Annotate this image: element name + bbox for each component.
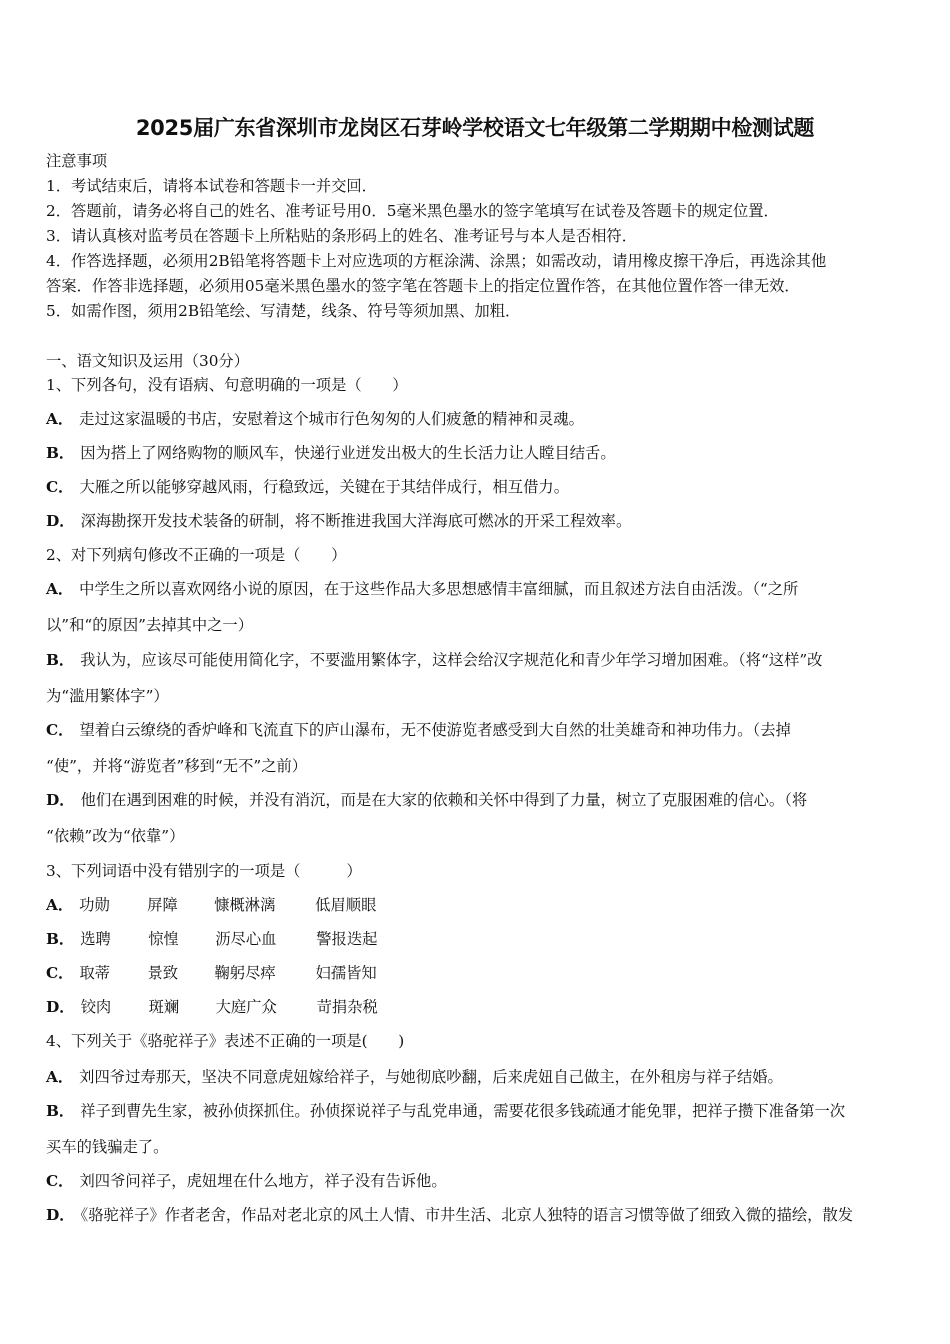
question-option (46, 720, 791, 740)
option-label: C． (46, 964, 74, 982)
option-label: C． (46, 721, 74, 739)
option-label: A． (46, 1068, 74, 1086)
notice-item: 答案．作答非选择题，必须用05毫米黑色墨水的签字笔在答题卡上的指定位置作答，在其他位置作答一律无效． (46, 277, 800, 295)
word: 斑斓 (148, 998, 180, 1016)
question-option (46, 511, 631, 531)
option-label: A． (46, 410, 74, 428)
option-label: D． (46, 1206, 75, 1224)
word: 沥尽心血 (215, 930, 277, 948)
word: 取蒂 (79, 964, 111, 982)
question-option (46, 477, 569, 497)
question-option (46, 443, 616, 463)
option-label: D． (46, 791, 75, 809)
word: 选聘 (80, 930, 111, 948)
question-stem: 2、对下列病句修改不正确的一项是（ ） (46, 546, 347, 564)
option-text: 中学生之所以喜欢网络小说的原因，在于这些作品大多思想感情丰富细腻，而且叙述方法自由活泼。（“之所 (79, 580, 799, 598)
word: 低眉顺眼 (315, 896, 377, 914)
notice-item: 3．请认真核对监考员在答题卡上所粘贴的条形码上的姓名、准考证号与本人是否相符． (46, 227, 638, 245)
option-continuation: 以”和“的原因”去掉其中之一） (46, 616, 254, 634)
option-text: 刘四爷过寿那天，坚决不同意虎妞嫁给祥子，与她彻底吵翻，后来虎妞自己做主，在外租房与祥子结婚。 (79, 1068, 783, 1086)
word: 大庭广众 (215, 998, 277, 1016)
word: 鞠躬尽瘁 (214, 964, 276, 982)
option-continuation: 为“滥用繁体字”） (46, 687, 169, 705)
option-continuation: “依赖”改为“依靠”） (46, 827, 185, 845)
word: 警报迭起 (316, 930, 378, 948)
question-option (46, 1101, 845, 1121)
question-option (46, 1205, 853, 1225)
question-option (46, 929, 377, 949)
question-stem: 4、下列关于《骆驼祥子》表述不正确的一项是( ) (46, 1032, 405, 1050)
option-label: D． (46, 998, 75, 1016)
section-heading: 一、语文知识及运用（30分） (46, 352, 250, 370)
option-text: 祥子到曹先生家，被孙侦探抓住。孙侦探说祥子与乱党串通，需要花很多钱疏通才能免罪，把祥子攒下准备第一次 (80, 1102, 846, 1120)
word: 慷概淋漓 (214, 896, 276, 914)
notice-item: 4．作答选择题，必须用2B铅笔将答题卡上对应选项的方框涂满、涂黑；如需改动，请用橡皮擦干净后，再选涂其他 (46, 252, 827, 270)
question-option (46, 579, 798, 599)
word: 妇孺皆知 (315, 964, 377, 982)
question-option (46, 650, 822, 670)
option-label: C． (46, 1172, 74, 1190)
word: 屏障 (147, 896, 178, 914)
option-label: B． (46, 930, 75, 948)
option-continuation: “使”，并将“游览者”移到“无不”之前） (46, 757, 308, 775)
option-label: B． (46, 651, 75, 669)
option-label: D． (46, 512, 75, 530)
option-text: 《骆驼祥子》作者老舍，作品对老北京的风土人情、市井生活、北京人独特的语言习惯等做了细致入微的描绘，散发 (80, 1206, 854, 1224)
page-title: 2025届广东省深圳市龙岗区石芽岭学校语文七年级第二学期期中检测试题 (135, 116, 815, 140)
question-option (46, 963, 377, 983)
question-option (46, 790, 807, 810)
notice-item: 2．答题前，请务必将自己的姓名、准考证号用0．5毫米黑色墨水的签字笔填写在试卷及答题卡的规定位置． (46, 202, 779, 220)
option-text: 望着白云缭绕的香炉峰和飞流直下的庐山瀑布，无不使游览者感受到大自然的壮美雄奇和神功伟力。（去掉 (79, 721, 791, 739)
word: 苛捐杂税 (316, 998, 378, 1016)
word: 功勋 (79, 896, 110, 914)
notice-heading: 注意事项 (46, 152, 108, 170)
question-option (46, 997, 378, 1017)
notice-item: 1．考试结束后，请将本试卷和答题卡一并交回． (46, 177, 377, 195)
option-text: 我认为，应该尽可能使用简化字，不要滥用繁体字，这样会给汉字规范化和青少年学习增加困难。（将“这样”改 (80, 651, 823, 669)
notice-item: 5．如需作图，须用2B铅笔绘、写清楚，线条、符号等须加黑、加粗． (46, 302, 521, 320)
option-continuation: 买车的钱骗走了。 (46, 1138, 169, 1156)
question-option (46, 409, 584, 429)
option-label: A． (46, 896, 74, 914)
option-label: B． (46, 1102, 75, 1120)
question-stem: 1、下列各句，没有语病、句意明确的一项是（ ） (46, 376, 408, 394)
option-text: 刘四爷问祥子，虎妞埋在什么地方，祥子没有告诉他。 (79, 1172, 447, 1190)
option-text: 大雁之所以能够穿越风雨，行稳致远，关键在于其结伴成行，相互借力。 (79, 478, 569, 496)
question-option (46, 895, 376, 915)
option-label: B． (46, 444, 75, 462)
word: 铰肉 (80, 998, 112, 1016)
option-text: 走过这家温暖的书店，安慰着这个城市行色匆匆的人们疲惫的精神和灵魂。 (79, 410, 584, 428)
option-label: A． (46, 580, 74, 598)
option-text: 深海勘探开发技术装备的研制，将不断推进我国大洋海底可燃冰的开采工程效率。 (80, 512, 632, 530)
option-label: C． (46, 478, 74, 496)
option-text: 他们在遇到困难的时候，并没有消沉，而是在大家的依赖和关怀中得到了力量，树立了克服困难的信心。（将 (80, 791, 808, 809)
word: 惊惶 (148, 930, 179, 948)
word: 景致 (147, 964, 179, 982)
question-option (46, 1067, 783, 1087)
option-text: 因为搭上了网络购物的顺风车，快递行业迸发出极大的生长活力让人瞠目结舌。 (80, 444, 616, 462)
question-stem: 3、下列词语中没有错别字的一项是（ ） (46, 862, 362, 880)
question-option (46, 1171, 447, 1191)
